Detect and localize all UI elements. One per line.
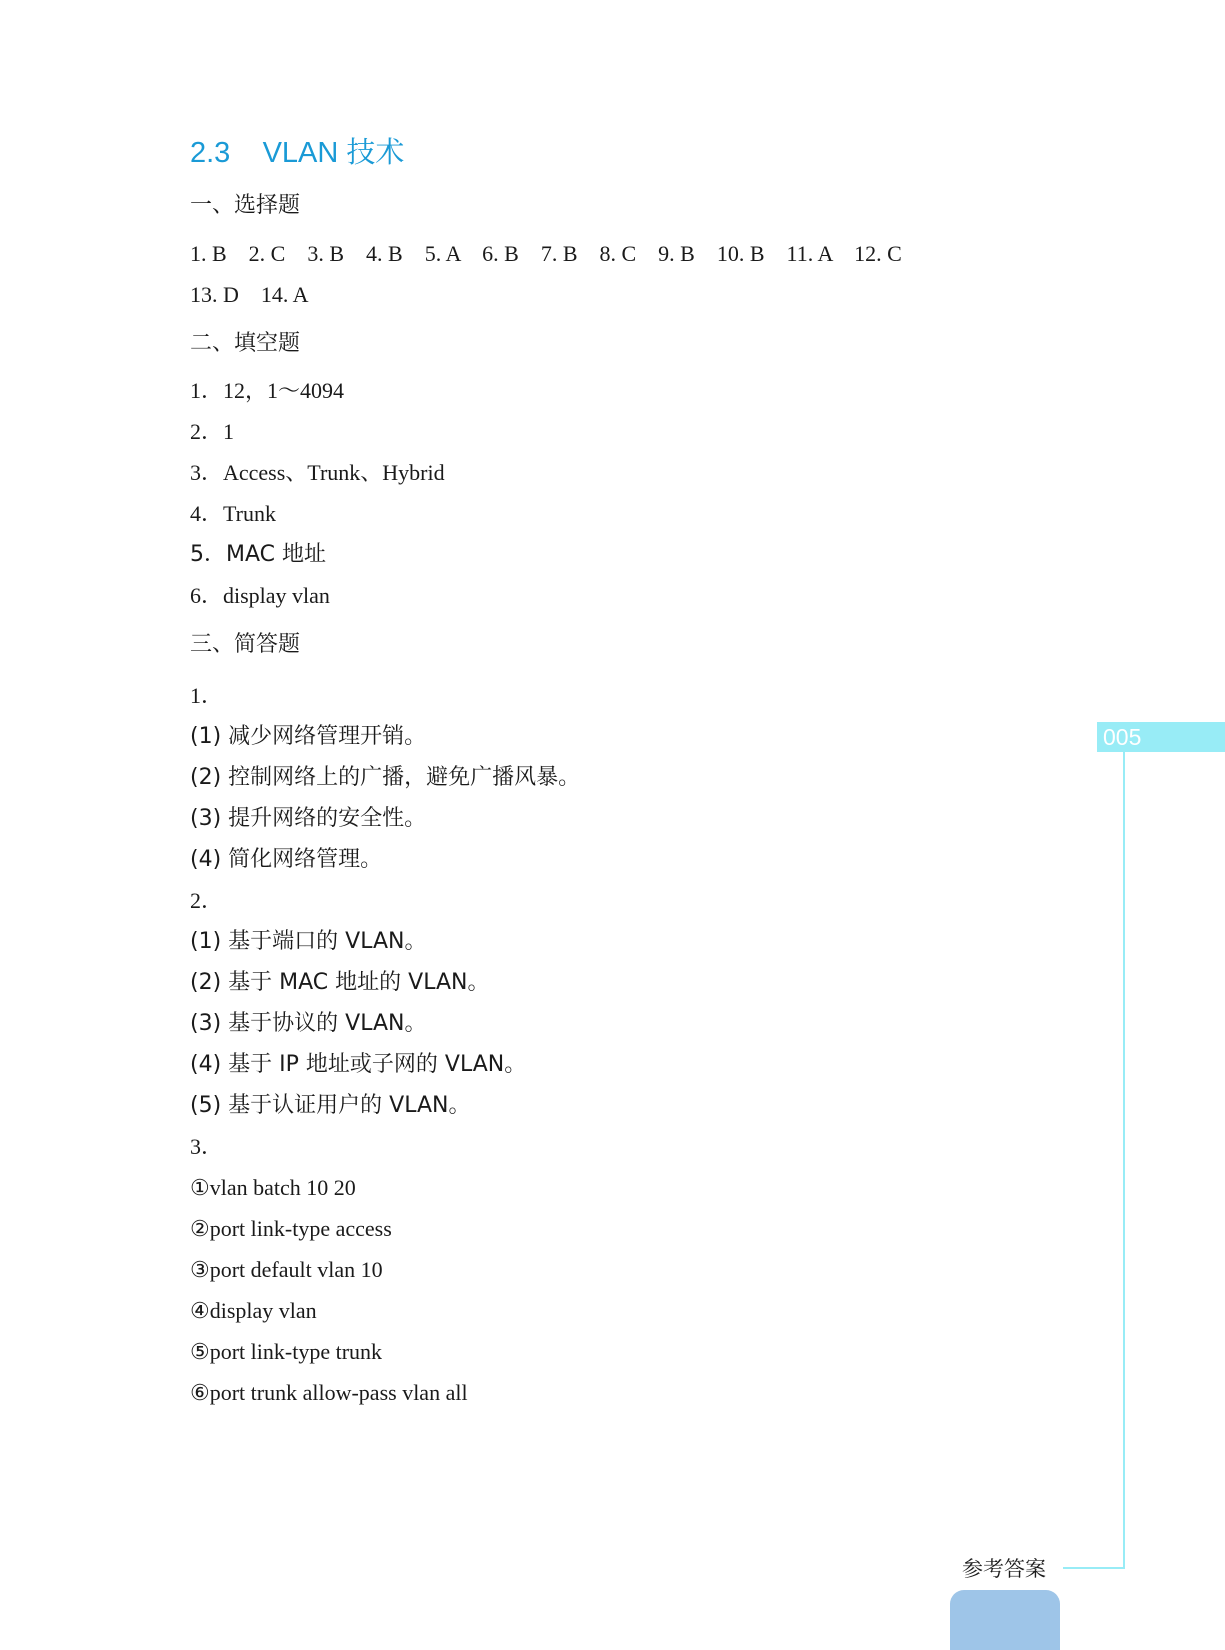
short-answer-2-item-1: (1) 基于端口的 VLAN。 [190, 929, 427, 954]
command-2: ②port link-type access [190, 1216, 392, 1241]
fill-answer-6: 6．display vlan [190, 583, 330, 608]
short-answer-3-label: 3． [190, 1134, 224, 1159]
fill-answer-2: 2．1 [190, 419, 235, 444]
part2-heading: 二、填空题 [190, 331, 301, 356]
short-answer-1-label: 1． [190, 683, 224, 708]
choice-answers-row-2: 13. D 14. A [190, 282, 309, 307]
short-answer-1-item-1: (1) 减少网络管理开销。 [190, 724, 427, 749]
short-answer-1-item-4: (4) 简化网络管理。 [190, 847, 383, 872]
fill-answer-1: 1．12，1～4094 [190, 378, 345, 403]
page-number-tab: 005 [1097, 722, 1225, 752]
short-answer-1-item-2: (2) 控制网络上的广播，避免广播风暴。 [190, 765, 581, 790]
margin-horizontal-rule [1063, 1567, 1125, 1569]
fill-answer-5: 5．MAC 地址 [190, 542, 326, 567]
command-3: ③port default vlan 10 [190, 1257, 383, 1282]
footer-label: 参考答案 [962, 1557, 1046, 1581]
part3-heading: 三、简答题 [190, 632, 301, 657]
margin-vertical-rule [1123, 752, 1125, 1569]
short-answer-2-item-5: (5) 基于认证用户的 VLAN。 [190, 1093, 471, 1118]
short-answer-2-item-2: (2) 基于 MAC 地址的 VLAN。 [190, 970, 490, 995]
command-5: ⑤port link-type trunk [190, 1339, 383, 1364]
choice-answers-row-1: 1. B 2. C 3. B 4. B 5. A 6. B 7. B 8. C 9. B 10. B 11. A 12. C [190, 241, 902, 266]
part1-heading: 一、选择题 [190, 193, 301, 218]
fill-answer-3: 3．Access、Trunk、Hybrid [190, 460, 445, 485]
command-6: ⑥port trunk allow-pass vlan all [190, 1380, 468, 1405]
section-title [190, 130, 404, 171]
fill-answer-4: 4．Trunk [190, 501, 276, 526]
short-answer-1-item-3: (3) 提升网络的安全性。 [190, 806, 427, 831]
section-title-text: VLAN 技术 [262, 137, 405, 169]
footer-tab [950, 1590, 1060, 1650]
short-answer-2-item-3: (3) 基于协议的 VLAN。 [190, 1011, 427, 1036]
command-1: ①vlan batch 10 20 [190, 1175, 356, 1200]
short-answer-2-item-4: (4) 基于 IP 地址或子网的 VLAN。 [190, 1052, 527, 1077]
command-4: ④display vlan [190, 1298, 317, 1323]
short-answer-2-label: 2． [190, 888, 224, 913]
section-number: 2.3 [190, 137, 231, 169]
